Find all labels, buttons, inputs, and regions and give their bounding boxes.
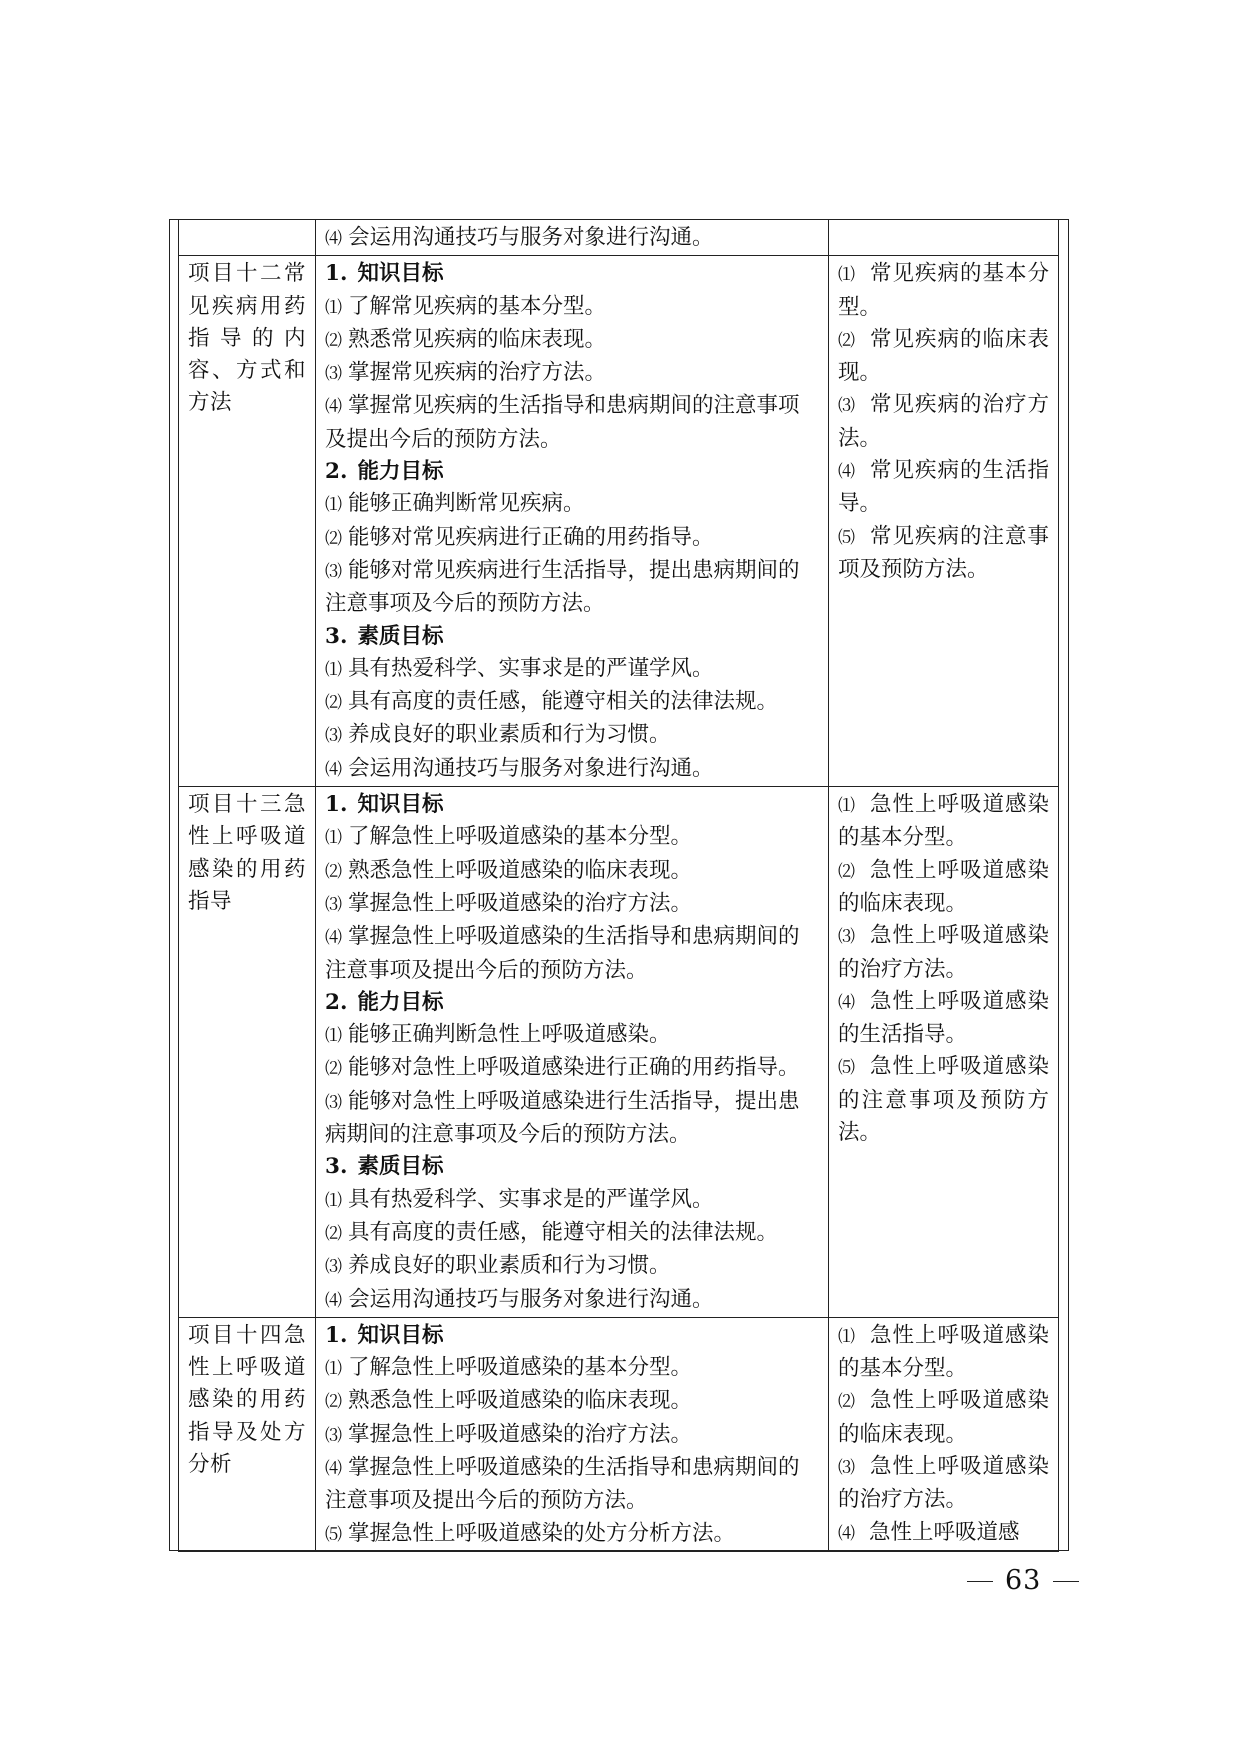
objective-item	[325, 390, 819, 456]
item-number: ⑶	[325, 364, 342, 385]
item-number: ⑴	[838, 1326, 856, 1347]
objective-item	[325, 821, 819, 854]
objective-heading	[325, 456, 819, 488]
item-number: ⑴	[325, 495, 342, 516]
item-text: 了解急性上呼吸道感染的基本分型。	[348, 824, 693, 850]
content-item	[838, 920, 1049, 986]
item-number: ⑵	[325, 861, 342, 882]
item-number: ⑷	[325, 759, 342, 780]
content-item	[838, 258, 1049, 324]
item-text: 知识目标	[357, 261, 444, 287]
content-item	[838, 1051, 1049, 1149]
item-number: 2.	[325, 459, 348, 485]
dash-right	[1053, 1581, 1079, 1582]
item-number: ⑴	[325, 659, 342, 680]
item-number: ⑵	[838, 1392, 856, 1413]
objective-item	[325, 921, 819, 987]
item-number: ⑷	[325, 1290, 342, 1311]
item-text: 掌握急性上呼吸道感染的治疗方法。	[348, 890, 693, 916]
objective-heading	[325, 789, 819, 821]
objective-item	[325, 1284, 819, 1317]
item-number: 1.	[325, 792, 348, 818]
item-text: 熟悉急性上呼吸道感染的临床表现。	[348, 1388, 693, 1414]
item-number: ⑶	[325, 1425, 342, 1446]
item-text: 了解常见疾病的基本分型。	[348, 293, 607, 319]
item-number: ⑴	[325, 297, 342, 318]
item-text: 会运用沟通技巧与服务对象进行沟通。	[348, 225, 714, 250]
item-number: ⑶	[325, 1257, 342, 1278]
objective-item	[325, 753, 819, 786]
item-number: ⑶	[325, 726, 342, 747]
objectives-cell	[316, 256, 829, 787]
objective-item	[325, 855, 819, 888]
item-text: 掌握常见疾病的生活指导和患病期间的注意事项及提出今后的预防方法。	[325, 393, 800, 452]
item-text: 常见疾病的生活指导。	[838, 458, 1049, 517]
item-text: 急性上呼吸道感染的基本分型。	[838, 792, 1049, 851]
objective-heading	[325, 258, 819, 290]
item-text: 具有热爱科学、实事求是的严谨学风。	[348, 655, 714, 681]
item-number: ⑷	[325, 229, 342, 249]
item-number: ⑴	[325, 1026, 342, 1047]
item-number: ⑵	[325, 1392, 342, 1413]
item-text: 素质目标	[357, 1154, 444, 1180]
item-number: ⑴	[838, 796, 856, 817]
table-row	[179, 787, 1059, 1318]
syllabus-table	[178, 219, 1059, 1552]
page-number-text: 63	[1005, 1565, 1042, 1596]
item-text: 急性上呼吸道感染的临床表现。	[838, 1388, 1049, 1447]
item-text: 急性上呼吸道感染的基本分型。	[838, 1322, 1049, 1382]
item-text: 能力目标	[357, 459, 444, 485]
objective-item	[325, 1419, 819, 1452]
item-text: 掌握急性上呼吸道感染的治疗方法。	[348, 1421, 693, 1447]
item-text: 能够对常见疾病进行正确的用药指导。	[348, 524, 714, 550]
item-text: 掌握急性上呼吸道感染的生活指导和患病期间的注意事项及提出今后的预防方法。	[325, 924, 800, 983]
item-text: 素质目标	[357, 623, 444, 649]
item-number: 1.	[325, 1322, 348, 1348]
content-cell	[829, 1317, 1059, 1551]
item-text: 急性上呼吸道感染的临床表现。	[838, 857, 1049, 916]
item-number: 3.	[325, 623, 348, 649]
objective-item	[325, 1452, 819, 1518]
item-text: 常见疾病的注意事项及预防方法。	[838, 523, 1049, 582]
item-number: ⑷	[325, 397, 342, 418]
objective-item	[325, 488, 819, 521]
item-number: ⑸	[325, 1524, 342, 1545]
item-text: 具有热爱科学、实事求是的严谨学风。	[348, 1186, 714, 1212]
item-text: 能够正确判断常见疾病。	[348, 491, 585, 517]
objective-heading	[325, 1320, 819, 1352]
item-text: 急性上呼吸道感染的生活指导。	[838, 988, 1049, 1048]
item-number: ⑴	[325, 1190, 342, 1211]
item-text: 常见疾病的治疗方法。	[838, 392, 1049, 451]
objective-item	[325, 719, 819, 752]
item-number: ⑸	[838, 1058, 856, 1079]
table-row	[179, 256, 1059, 787]
item-text: 了解急性上呼吸道感染的基本分型。	[348, 1355, 693, 1381]
objective-item	[325, 291, 819, 324]
content-item	[838, 324, 1049, 390]
item-number: ⑵	[838, 861, 856, 882]
content-item	[838, 389, 1049, 455]
item-text: 能力目标	[357, 989, 444, 1015]
project-name-cell: 项目十三急性上呼吸道感染的用药指导	[179, 787, 316, 1318]
item-text: 知识目标	[357, 1322, 444, 1348]
table-row	[179, 1317, 1059, 1551]
objective-item	[325, 1052, 819, 1085]
item-text: 养成良好的职业素质和行为习惯。	[348, 1253, 671, 1279]
objective-heading	[325, 987, 819, 1019]
item-number: ⑷	[838, 992, 856, 1013]
item-text: 掌握常见疾病的治疗方法。	[348, 360, 607, 386]
objective-item	[325, 1352, 819, 1385]
project-name-cell	[179, 220, 316, 256]
item-text: 能够对常见疾病进行生活指导，提出患病期间的注意事项及今后的预防方法。	[325, 557, 800, 617]
item-number: ⑴	[325, 1359, 342, 1380]
item-text: 具有高度的责任感，能遵守相关的法律法规。	[348, 1219, 779, 1245]
content-item	[838, 1385, 1049, 1451]
objective-item	[325, 1086, 819, 1152]
item-text: 常见疾病的临床表现。	[838, 326, 1049, 386]
objective-item	[325, 1385, 819, 1418]
item-number: ⑴	[838, 265, 856, 286]
objective-item	[325, 1217, 819, 1250]
content-cell	[829, 220, 1059, 256]
content-item	[838, 1451, 1049, 1517]
item-text: 急性上呼吸道感染的治疗方法。	[838, 1453, 1049, 1513]
item-text: 会运用沟通技巧与服务对象进行沟通。	[348, 1286, 714, 1312]
content-cell	[829, 256, 1059, 787]
item-text: 急性上呼吸道感染的注意事项及预防方法。	[838, 1054, 1049, 1146]
content-item	[838, 789, 1049, 855]
objective-heading	[325, 1151, 819, 1183]
item-number: ⑷	[325, 1458, 342, 1479]
item-text: 具有高度的责任感，能遵守相关的法律法规。	[348, 689, 779, 715]
item-number: ⑷	[838, 462, 856, 483]
page-number	[955, 1565, 1091, 1596]
item-number: ⑸	[838, 527, 856, 548]
item-text: 急性上呼吸道感	[869, 1519, 1020, 1545]
item-text: 知识目标	[357, 792, 444, 818]
item-number: ⑶	[838, 927, 856, 948]
table-row	[179, 220, 1059, 256]
objective-item	[325, 888, 819, 921]
item-number: ⑶	[838, 1457, 856, 1478]
content-cell	[829, 787, 1059, 1318]
objectives-cell	[316, 787, 829, 1318]
objective-item	[325, 222, 819, 255]
item-text: 能够对急性上呼吸道感染进行正确的用药指导。	[348, 1055, 800, 1081]
content-item	[838, 455, 1049, 521]
item-text: 能够正确判断急性上呼吸道感染。	[348, 1022, 671, 1048]
objective-item	[325, 1518, 819, 1551]
item-number: ⑵	[325, 1059, 342, 1080]
item-text: 急性上呼吸道感染的治疗方法。	[838, 923, 1049, 982]
project-name-cell: 项目十四急性上呼吸道感染的用药指导及处方分析	[179, 1317, 316, 1551]
objective-item	[325, 1184, 819, 1217]
objectives-cell	[316, 1317, 829, 1551]
objective-item	[325, 522, 819, 555]
dash-left	[967, 1581, 993, 1582]
content-item	[838, 1320, 1049, 1386]
objectives-cell	[316, 220, 829, 256]
item-number: ⑷	[838, 1523, 855, 1544]
item-number: ⑵	[325, 528, 342, 549]
item-text: 熟悉常见疾病的临床表现。	[348, 326, 607, 352]
item-number: 3.	[325, 1154, 348, 1180]
item-number: ⑶	[325, 561, 342, 582]
item-number: ⑵	[325, 330, 342, 351]
objective-item	[325, 324, 819, 357]
item-number: ⑵	[325, 1223, 342, 1244]
content-item	[838, 521, 1049, 587]
item-text: 能够对急性上呼吸道感染进行生活指导，提出患病期间的注意事项及今后的预防方法。	[325, 1088, 800, 1148]
item-number: ⑴	[325, 828, 342, 849]
item-number: ⑷	[325, 928, 342, 949]
content-item	[838, 986, 1049, 1052]
objective-item	[325, 686, 819, 719]
item-number: ⑶	[838, 396, 856, 417]
objective-item	[325, 1019, 819, 1052]
objective-item	[325, 1250, 819, 1283]
objective-item	[325, 555, 819, 621]
objective-item	[325, 653, 819, 686]
project-name-cell: 项目十二常见疾病用药指导的内容、方式和方法	[179, 256, 316, 787]
item-text: 常见疾病的基本分型。	[838, 261, 1049, 320]
item-number: 2.	[325, 989, 348, 1015]
item-number: ⑶	[325, 1092, 342, 1113]
item-text: 养成良好的职业素质和行为习惯。	[348, 722, 671, 748]
item-text: 会运用沟通技巧与服务对象进行沟通。	[348, 755, 714, 781]
objective-heading	[325, 621, 819, 653]
item-number: ⑵	[325, 693, 342, 714]
item-text: 熟悉急性上呼吸道感染的临床表现。	[348, 857, 693, 883]
objective-item	[325, 357, 819, 390]
item-number: ⑵	[838, 330, 856, 351]
item-number: ⑶	[325, 894, 342, 915]
item-number: 1.	[325, 261, 348, 287]
content-item	[838, 855, 1049, 921]
item-text: 掌握急性上呼吸道感染的生活指导和患病期间的注意事项及提出今后的预防方法。	[325, 1454, 800, 1514]
item-text: 掌握急性上呼吸道感染的处方分析方法。	[348, 1520, 736, 1546]
content-item	[838, 1517, 1049, 1550]
